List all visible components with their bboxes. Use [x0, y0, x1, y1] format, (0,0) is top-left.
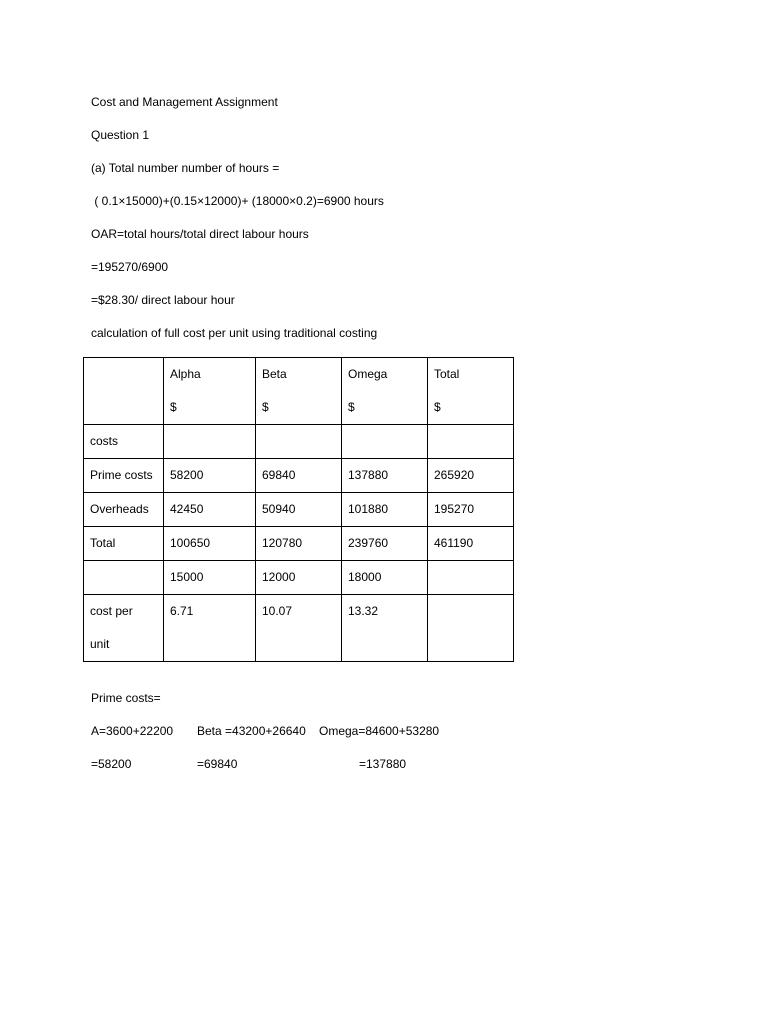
header-blank-cell: [84, 358, 164, 425]
omega-cell: 101880: [342, 493, 428, 527]
question-heading: Question 1: [91, 128, 150, 142]
row-label: [84, 561, 164, 595]
alpha-cell: 100650: [164, 527, 256, 561]
row-label: cost per unit: [84, 595, 164, 662]
beta-cell: 69840: [256, 459, 342, 493]
beta-cell: [256, 425, 342, 459]
oar-result: =$28.30/ direct labour hour: [91, 293, 235, 307]
total-cell: [428, 425, 514, 459]
row-label: Total: [84, 527, 164, 561]
prime-costs-title: Prime costs=: [91, 691, 161, 705]
part-a-text: (a) Total number number of hours =: [91, 161, 280, 175]
prime-omega-expression: Omega=84600+53280: [319, 724, 440, 738]
table-row: [84, 561, 514, 595]
omega-cell: 13.32: [342, 595, 428, 662]
beta-cell: 50940: [256, 493, 342, 527]
omega-cell: 239760: [342, 527, 428, 561]
table-header-row: [84, 358, 514, 425]
prime-beta-expression: Beta =43200+26640: [197, 724, 306, 738]
beta-cell: 120780: [256, 527, 342, 561]
alpha-cell: 58200: [164, 459, 256, 493]
row-label: Prime costs: [84, 459, 164, 493]
alpha-cell: 15000: [164, 561, 256, 595]
beta-cell: 10.07: [256, 595, 342, 662]
oar-calculation: =195270/6900: [91, 260, 169, 274]
omega-cell: [342, 425, 428, 459]
prime-beta-result: =69840: [197, 757, 238, 771]
total-cell: [428, 595, 514, 662]
prime-alpha-expression: A=3600+22200: [91, 724, 174, 738]
header-omega: Omega $: [342, 358, 428, 425]
table-row: [84, 527, 514, 561]
table-row: [84, 459, 514, 493]
omega-cell: 137880: [342, 459, 428, 493]
oar-definition: OAR=total hours/total direct labour hours: [91, 227, 309, 241]
header-alpha: Alpha $: [164, 358, 256, 425]
header-beta: Beta $: [256, 358, 342, 425]
alpha-cell: 6.71: [164, 595, 256, 662]
total-cell: [428, 561, 514, 595]
hours-calculation: ( 0.1×15000)+(0.15×12000)+ (18000×0.2)=6900 hours: [91, 194, 384, 208]
beta-cell: 12000: [256, 561, 342, 595]
total-cell: 195270: [428, 493, 514, 527]
row-label: Overheads: [84, 493, 164, 527]
total-cell: 265920: [428, 459, 514, 493]
total-cell: 461190: [428, 527, 514, 561]
prime-omega-result: =137880: [359, 757, 407, 771]
omega-cell: 18000: [342, 561, 428, 595]
alpha-cell: 42450: [164, 493, 256, 527]
table-row: [84, 493, 514, 527]
row-label: costs: [84, 425, 164, 459]
prime-alpha-result: =58200: [91, 757, 132, 771]
header-total: Total $: [428, 358, 514, 425]
alpha-cell: [164, 425, 256, 459]
table-row: [84, 425, 514, 459]
document-title: Cost and Management Assignment: [91, 95, 278, 109]
table-caption: calculation of full cost per unit using traditional costing: [91, 326, 378, 340]
cost-table: [83, 357, 514, 662]
table-row: [84, 595, 514, 662]
